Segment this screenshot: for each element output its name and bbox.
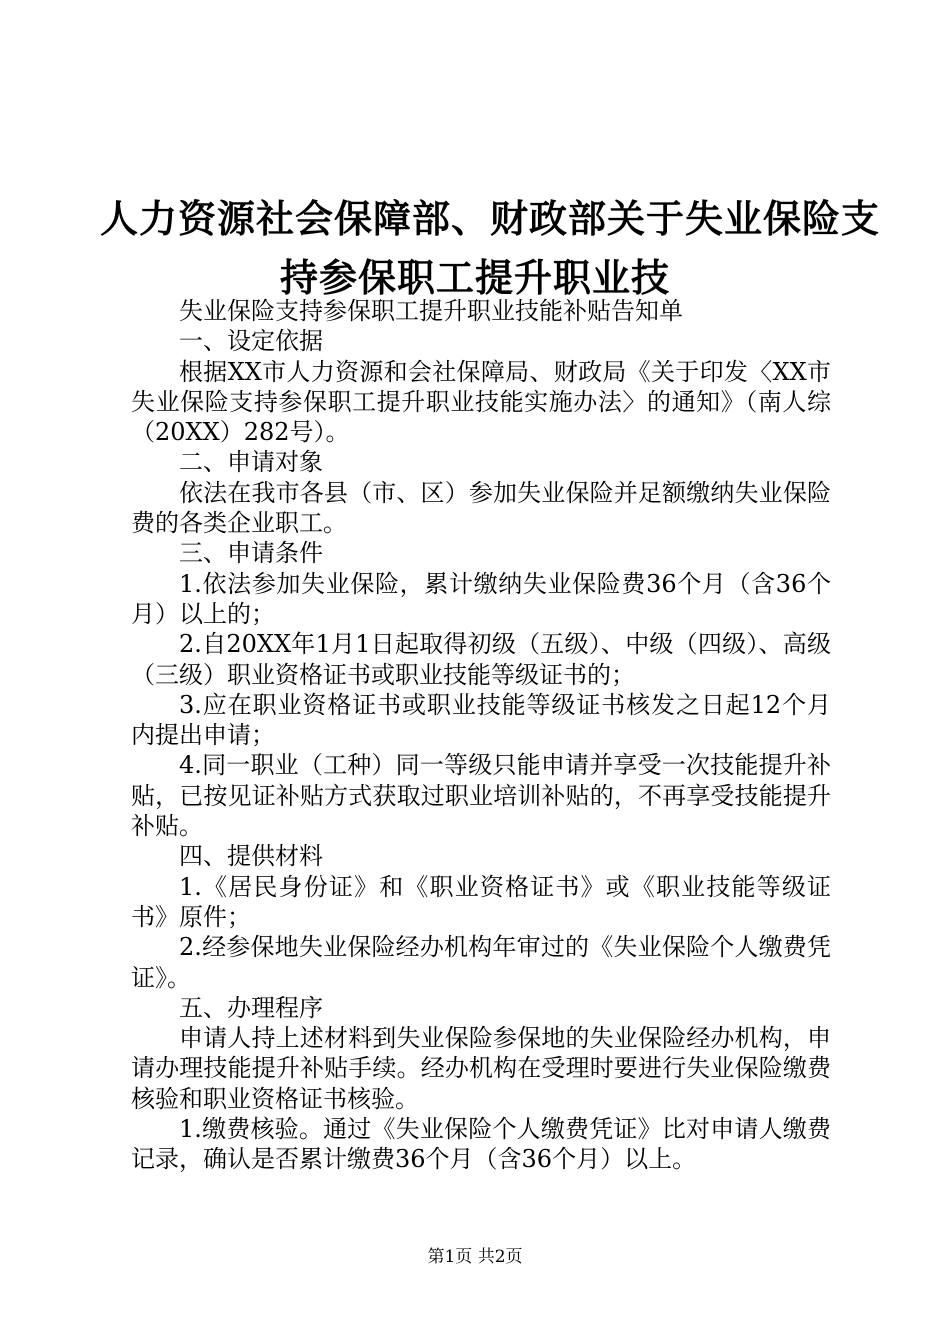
section-heading-procedure: 五、办理程序 [179, 993, 323, 1022]
condition-item-4: 4.同一职业（工种）同一等级只能申请并享受一次技能提升补贴，已按见证补贴方式获取过职业培训补贴的，不再享受技能提升补贴。 [131, 751, 831, 841]
material-item-2: 2.经参保地失业保险经办机构年审过的《失业保险个人缴费凭证》。 [131, 933, 831, 992]
section-heading-basis: 一、设定依据 [179, 327, 323, 356]
procedure-item-1: 1.缴费核验。通过《失业保险个人缴费凭证》比对申请人缴费记录，确认是否累计缴费36个月（含36个月）以上。 [131, 1115, 831, 1174]
material-item-1: 1.《居民身份证》和《职业资格证书》或《职业技能等级证书》原件； [131, 872, 831, 931]
section-heading-materials: 四、提供材料 [179, 842, 323, 871]
condition-item-2: 2.自20XX年1月1日起取得初级（五级）、中级（四级）、高级（三级）职业资格证书或职业技能等级证书的； [131, 630, 831, 689]
document-title-line-2: 持参保职工提升职业技 [279, 256, 670, 300]
notice-heading: 失业保险支持参保职工提升职业技能补贴告知单 [179, 297, 683, 325]
paragraph-basis: 根据XX市人力资源和会社保障局、财政局《关于印发〈XX市失业保险支持参保职工提升职业技能实施办法〉的通知》（南人综（20XX）282号）。 [131, 357, 831, 447]
page-footer: 第1页 共2页 [427, 1247, 523, 1267]
paragraph-procedure: 申请人持上述材料到失业保险参保地的失业保险经办机构，申请办理技能提升补贴手续。经办机构在受理时要进行失业保险缴费核验和职业资格证书核验。 [131, 1024, 831, 1113]
paragraph-applicants: 依法在我市各县（市、区）参加失业保险并足额缴纳失业保险费的各类企业职工。 [131, 478, 831, 538]
condition-item-1: 1.依法参加失业保险，累计缴纳失业保险费36个月（含36个月）以上的； [131, 569, 831, 628]
condition-item-3: 3.应在职业资格证书或职业技能等级证书核发之日起12个月内提出申请； [131, 690, 831, 750]
document-body [131, 296, 831, 1175]
document-title-line-1: 人力资源社会保障部、财政部关于失业保险支 [100, 197, 881, 241]
section-heading-applicants: 二、申请对象 [179, 448, 323, 477]
section-heading-conditions: 三、申请条件 [179, 539, 323, 568]
